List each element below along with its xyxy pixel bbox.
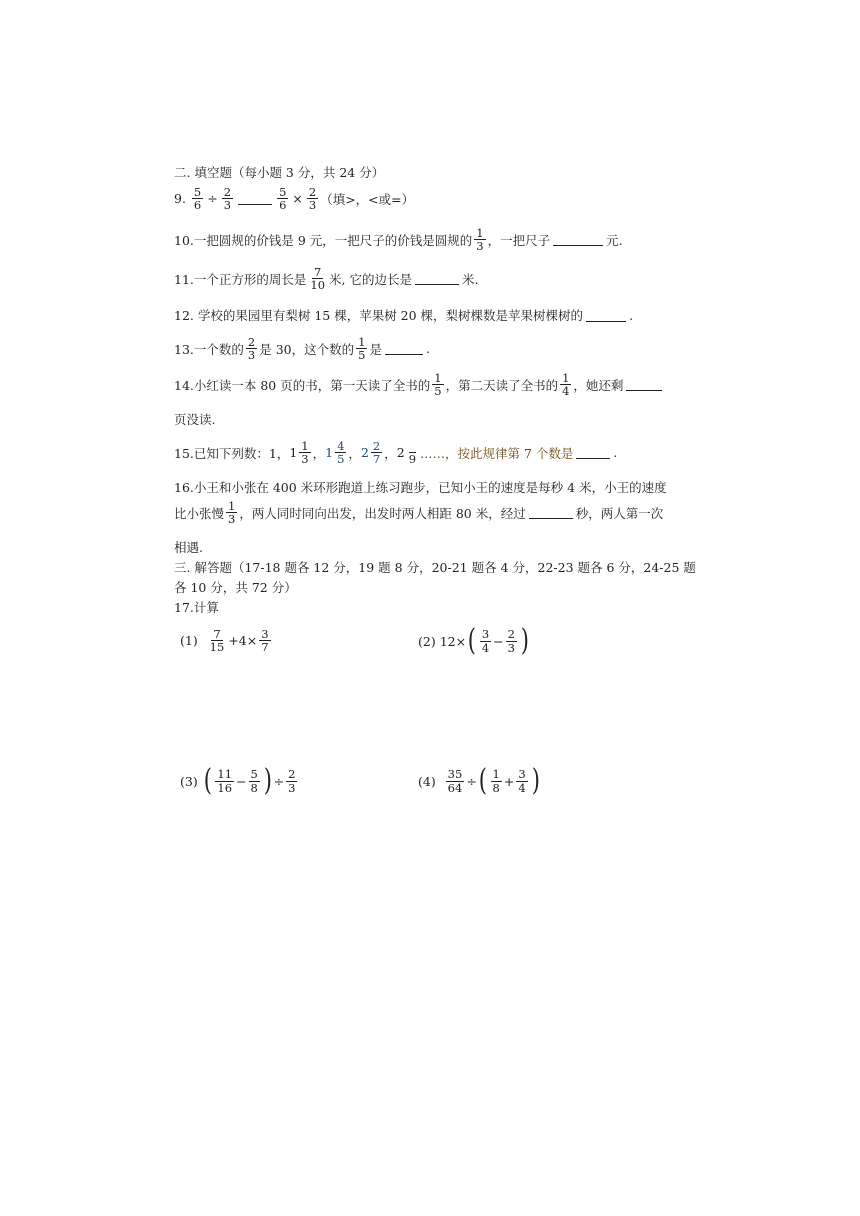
fraction: $\frac{5}{8}$ — [250, 767, 258, 795]
answer-blank[interactable] — [576, 446, 610, 459]
right-paren: ) — [531, 763, 540, 798]
fraction: $\frac{1}{5}$ — [434, 371, 442, 399]
fraction: 9 — [407, 440, 418, 465]
fraction: $\frac{2}{3}$ — [223, 185, 232, 213]
answer-blank[interactable] — [586, 309, 626, 322]
fraction: $\frac{4}{5}$ — [337, 439, 345, 467]
fraction: $\frac{11}{16}$ — [217, 767, 233, 795]
right-paren: ) — [263, 763, 272, 798]
question-16: 16.小王和小张在 400 米环形跑道上练习跑步，已知小王的速度是每秒 4 米，小王的速度 — [174, 480, 667, 495]
fraction: $\frac{5}{6}$ — [279, 185, 287, 213]
fraction: $\frac{3}{7}$ — [261, 627, 269, 655]
question-10: 10.一把圆规的价钱是 9 元，一把尺子的价钱是圆规的 $\frac{1}{3}$ ，一把尺子 元. — [174, 226, 623, 254]
calc-4: (4) $\frac{35}{64}$ ÷ ( $\frac{1}{8}$ + $\frac{3}{4}$ ) — [418, 763, 540, 798]
question-11: 11.一个正方形的周长是 $\frac{7}{10}$ 米, 它的边长是 米. — [174, 265, 479, 293]
fraction: $\frac{35}{64}$ — [447, 767, 463, 795]
question-12: 12. 学校的果园里有梨树 15 棵，苹果树 20 棵，梨树棵数是苹果树棵树的 . — [174, 307, 634, 323]
left-paren: ( — [478, 763, 487, 798]
left-paren: ( — [467, 623, 477, 658]
fraction: $\frac{3}{4}$ — [518, 767, 526, 795]
fraction: $\frac{2}{3}$ — [308, 185, 317, 213]
fraction: $\frac{1}{3}$ — [476, 226, 484, 254]
fraction: $\frac{1}{3}$ — [301, 439, 309, 467]
right-paren: ) — [520, 623, 529, 658]
fraction: $\frac{1}{3}$ — [228, 499, 236, 527]
fraction: $\frac{1}{4}$ — [562, 371, 570, 399]
question-16-end: 相遇. — [174, 540, 203, 555]
fraction: $\frac{3}{4}$ — [481, 627, 490, 655]
section-3-title-cont: 各 10 分，共 72 分） — [174, 580, 297, 595]
question-14-cont: 页没读. — [174, 412, 216, 427]
left-paren: ( — [203, 763, 212, 798]
question-17-title: 17.计算 — [174, 600, 219, 615]
fraction: $\frac{2}{7}$ — [372, 439, 381, 467]
answer-blank[interactable] — [415, 272, 459, 285]
question-13: 13.一个数的 $\frac{2}{3}$ 是 30，这个数的 $\frac{1}{5}$ 是 . — [174, 335, 430, 363]
question-14: 14.小红读一本 80 页的书，第一天读了全书的 $\frac{1}{5}$ ，第二天读了全书的 $\frac{1}{4}$ ，她还剩 — [174, 372, 665, 397]
answer-blank[interactable] — [553, 233, 603, 246]
fraction: $\frac{2}{3}$ — [507, 627, 515, 655]
calc-3: (3) ( $\frac{11}{16}$ − $\frac{5}{8}$ ) ÷ $\frac{2}{3}$ — [180, 763, 296, 798]
calc-1: (1) $\frac{7}{15}$ +4× $\frac{3}{7}$ — [180, 627, 269, 655]
fraction: $\frac{5}{6}$ — [193, 185, 202, 213]
fraction: $\frac{7}{10}$ — [310, 265, 326, 293]
question-15: 15.已知下列数：1， 1 $\frac{1}{3}$ ， 1 $\frac{4}{5}$ ， 2 $\frac{2}{7}$ ， 2 9 ……，按此规律第 7 个数是 . — [174, 439, 618, 467]
answer-blank[interactable] — [529, 506, 573, 519]
answer-blank[interactable] — [385, 342, 423, 355]
fraction: $\frac{1}{5}$ — [358, 335, 366, 363]
fraction: $\frac{1}{8}$ — [492, 767, 500, 795]
question-9: 9. $\frac{5}{6}$ ÷ $\frac{2}{3}$ $\frac{5}{6}$ × $\frac{2}{3}$ （填>，<或=） — [174, 185, 415, 213]
fraction: $\frac{2}{3}$ — [247, 335, 256, 363]
fraction: $\frac{7}{15}$ — [209, 627, 225, 655]
answer-blank[interactable] — [626, 378, 662, 391]
section-2-title: 二. 填空题（每小题 3 分，共 24 分） — [174, 165, 385, 180]
question-16-cont: 比小张慢 $\frac{1}{3}$ ，两人同时同向出发，出发时两人相距 80 米，经过 秒，两人第一次 — [174, 499, 664, 527]
answer-blank[interactable] — [238, 192, 272, 205]
calc-2: (2) 12× ( $\frac{3}{4}$ − $\frac{2}{3}$ ) — [418, 623, 529, 658]
section-3-title: 三. 解答题（17-18 题各 12 分，19 题 8 分，20-21 题各 4 分，22-23 题各 6 分，24-25 题 — [174, 560, 696, 575]
fraction: $\frac{2}{3}$ — [288, 767, 296, 795]
